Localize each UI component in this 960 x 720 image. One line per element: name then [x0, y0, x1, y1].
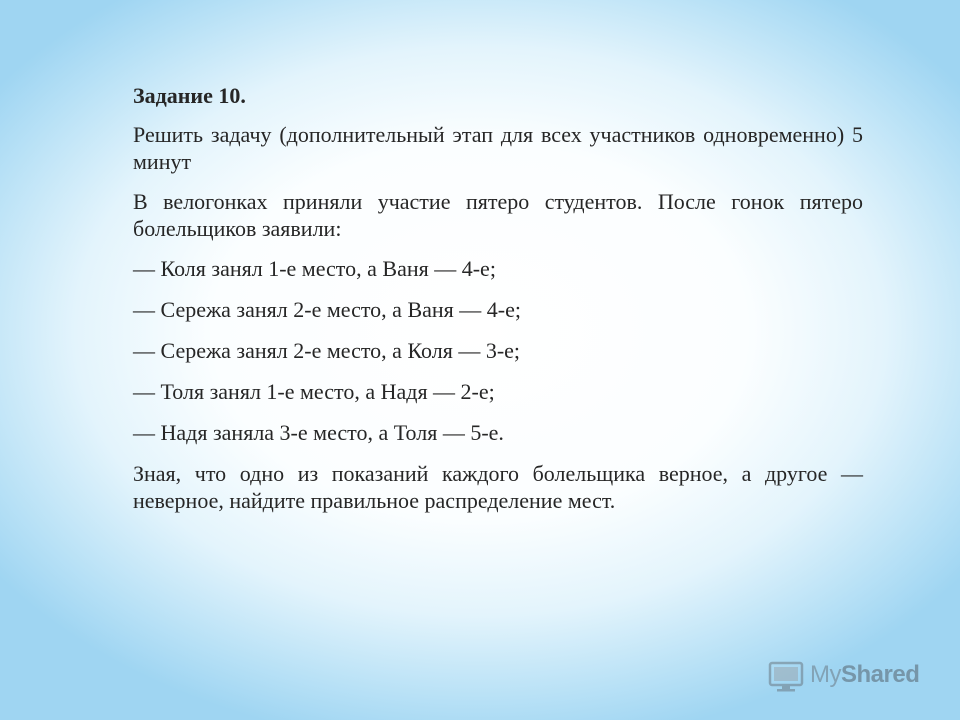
slide-content: [133, 82, 863, 527]
statement-4: — Толя занял 1-е место, а Надя — 2-е;: [133, 379, 495, 404]
myshared-watermark: [768, 655, 919, 695]
statement-5: — Надя заняла 3-е место, а Толя — 5-е.: [133, 420, 504, 445]
task-title: Задание 10.: [133, 83, 246, 108]
statement-2: — Сережа занял 2-е место, а Ваня — 4-е;: [133, 297, 521, 322]
watermark-prefix: My: [810, 661, 841, 688]
watermark-text: [810, 661, 919, 689]
statement-1: — Коля занял 1-е место, а Ваня — 4-е;: [133, 256, 496, 281]
watermark-suffix: Shared: [841, 661, 920, 688]
task-question: Зная, что одно из показаний каждого болельщика верное, а другое — неверное, найдите правильное распределение мест.: [133, 461, 863, 513]
task-setup: В велогонках приняли участие пятеро студентов. После гонок пятеро болельщиков заявили:: [133, 189, 863, 241]
myshared-logo-icon: [768, 657, 804, 693]
statement-3: — Сережа занял 2-е место, а Коля — 3-е;: [133, 338, 521, 363]
task-intro: Решить задачу (дополнительный этап для всех участников одновременно) 5 минут: [133, 122, 863, 174]
